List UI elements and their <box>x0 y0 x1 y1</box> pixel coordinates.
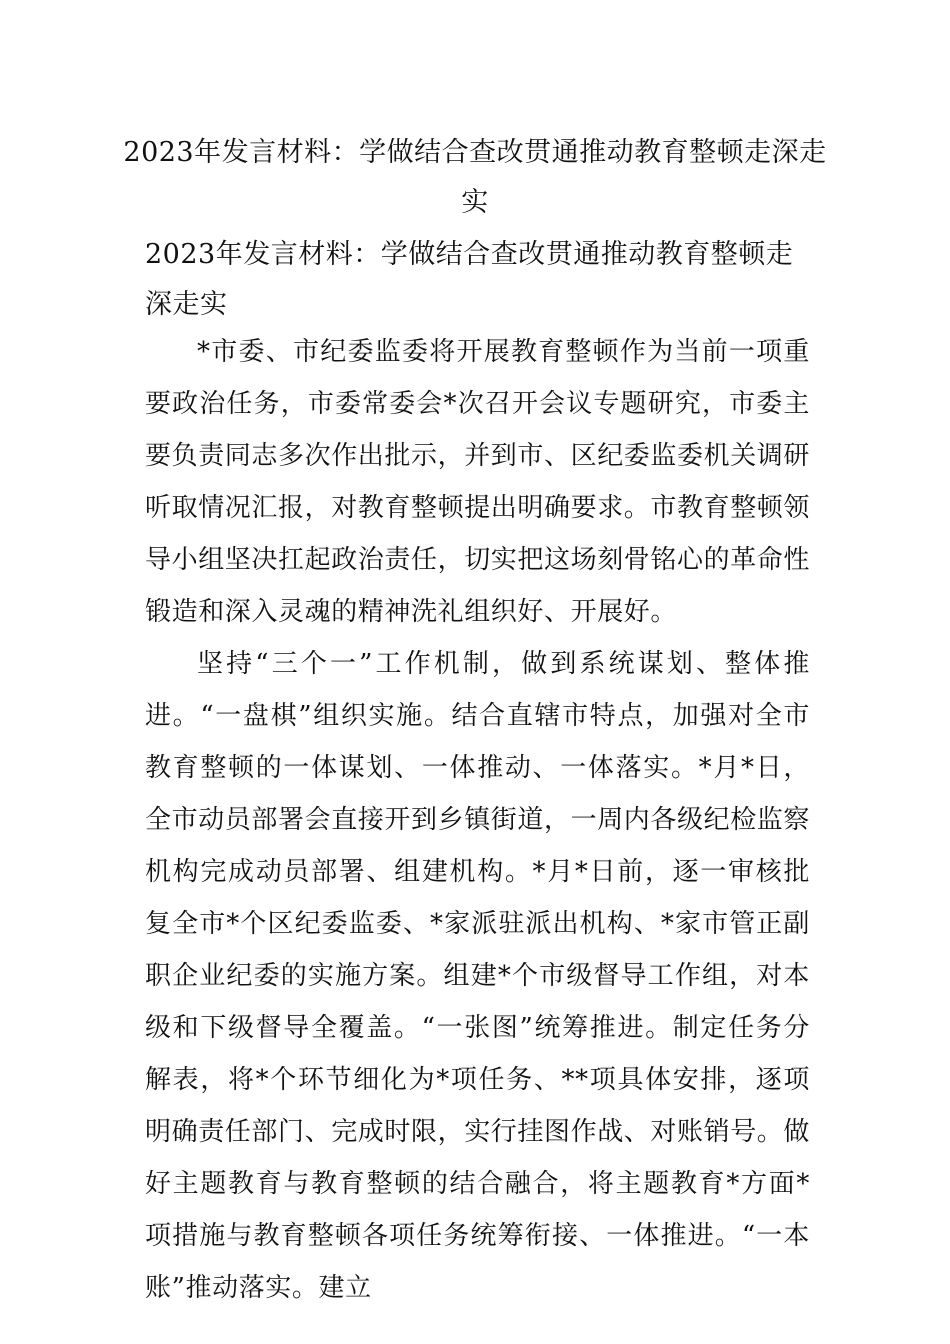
paragraph: *市委、市纪委监委将开展教育整顿作为当前一项重要政治任务，市委常委会*次召开会议专题研究，市委主要负责同志多次作出批示，并到市、区纪委监委机关调研听取情况汇报，对教育整顿提出明确要求。市教育整顿领导小组坚决扛起政治责任，切实把这场刻骨铭心的革命性锻造和深入灵魂的精神洗礼组织好、开展好。 <box>145 337 811 627</box>
document-title: 2023年发言材料：学做结合查改贯通推动教育整顿走深走实 <box>123 137 827 218</box>
document-body <box>145 326 810 1314</box>
paragraph: 坚持“三个一”工作机制，做到系统谋划、整体推进。“一盘棋”组织实施。结合直辖市特点，加强对全市教育整顿的一体谋划、一体推动、一体落实。*月*日，全市动员部署会直接开到乡镇街道，一周内各级纪检监察机构完成动员部署、组建机构。*月*日前，逐一审核批复全市*个区纪委监委、*家派驻派出机构、*家市管正副职企业纪委的实施方案。组建*个市级督导工作组，对本级和下级督导全覆盖。“一张图”统筹推进。制定任务分解表，将*个环节细化为*项任务、**项具体安排，逐项明确责任部门、完成时限，实行挂图作战、对账销号。做好主题教育与教育整顿的结合融合，将主题教育*方面*项措施与教育整顿各项任务统筹衔接、一体推进。“一本账”推动落实。建立 <box>145 649 811 1303</box>
document-title-repeat: 2023年发言材料：学做结合查改贯通推动教育整顿走深走实 <box>145 239 794 320</box>
